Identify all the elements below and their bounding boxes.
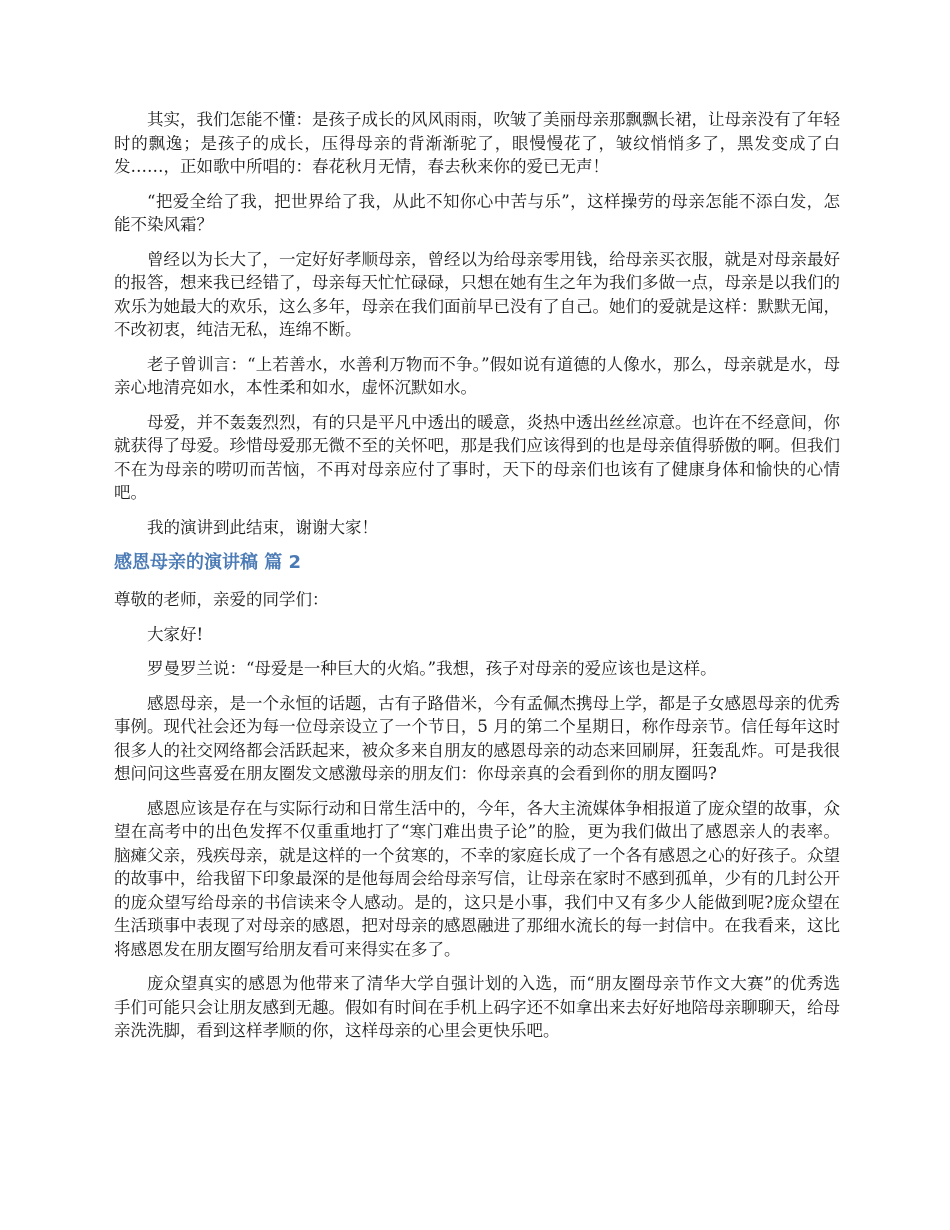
paragraph: 老子曾训言：“上若善水，水善利万物而不争。”假如说有道德的人像水，那么，母亲就是水，母亲心地清亮如水，本性柔和如水，虚怀沉默如水。 — [114, 354, 840, 397]
paragraph: 感恩母亲，是一个永恒的话题，古有子路借米，今有孟佩杰携母上学，都是子女感恩母亲的优秀事例。现代社会还为每一位母亲设立了一个节日，5 月的第二个星期日，称作母亲节。信任每年这时很多人的社交网络都会活跃起来，被众多来自朋友的感恩母亲的动态来回刷屏，狂轰乱炸。可是我很想问问这些喜爱在朋友圈发文感激母亲的朋友们：你母亲真的会看到你的朋友圈吗? — [114, 693, 840, 783]
document-body — [114, 108, 840, 1054]
closing-paragraph: 我的演讲到此结束，谢谢大家！ — [147, 517, 378, 537]
paragraph: 罗曼罗兰说：“母爱是一种巨大的火焰。”我想，孩子对母亲的爱应该也是这样。 — [147, 659, 717, 678]
salutation: 尊敬的老师，亲爱的同学们： — [114, 590, 329, 609]
greeting-paragraph: 大家好! — [147, 624, 204, 644]
paragraph: 母爱，并不轰轰烈烈，有的只是平凡中透出的暖意，炎热中透出丝丝凉意。也许在不经意间，你就获得了母爱。珍惜母爱那无微不至的关怀吧，那是我们应该得到的也是母亲值得骄傲的啊。但我们不在为母亲的唠叨而苦恼，不再对母亲应付了事时，天下的母亲们也该有了健康身体和愉快的心情吧。 — [114, 412, 840, 502]
paragraph: 庞众望真实的感恩为他带来了清华大学自强计划的入选，而“朋友圈母亲节作文大赛”的优秀选手们可能只会让朋友感到无趣。假如有时间在手机上码字还不如拿出来去好好地陪母亲聊聊天，给母亲洗洗脚，看到这样孝顺的你，这样母亲的心里会更快乐吧。 — [114, 974, 840, 1040]
paragraph: 其实，我们怎能不懂：是孩子成长的风风雨雨，吹皱了美丽母亲那飘飘长裙，让母亲没有了年轻时的飘逸；是孩子的成长，压得母亲的背渐渐驼了，眼慢慢花了，皱纹悄悄多了，黑发变成了白发……，正如歌中所唱的：春花秋月无情，春去秋来你的爱已无声！ — [114, 110, 840, 176]
paragraph: “把爱全给了我，把世界给了我，从此不知你心中苦与乐”，这样操劳的母亲怎能不添白发，怎能不染风霜？ — [114, 191, 840, 234]
paragraph: 感恩应该是存在与实际行动和日常生活中的，今年，各大主流媒体争相报道了庞众望的故事，众望在高考中的出色发挥不仅重重地打了“寒门难出贵子论”的脸，更为我们做出了感恩亲人的表率。脑瘫父亲，残疾母亲，就是这样的一个贫寒的，不幸的家庭长成了一个各有感恩之心的好孩子。众望的故事中，给我留下印象最深的是他每周会给母亲写信，让母亲在家时不感到孤单，少有的几封公开的庞众望写给母亲的书信读来令人感动。是的，这只是小事，我们中又有多少人能做到呢?庞众望在生活琐事中表现了对母亲的感恩，把对母亲的感恩融进了那细水流长的每一封信中。在我看来，这比将感恩发在朋友圈写给朋友看可来得实在多了。 — [114, 798, 840, 959]
paragraph: 曾经以为长大了，一定好好孝顺母亲，曾经以为给母亲零用钱，给母亲买衣服，就是对母亲最好的报答，想来我已经错了，母亲每天忙忙碌碌，只想在她有生之年为我们多做一点，母亲是以我们的欢乐为她最大的欢乐，这么多年，母亲在我们面前早已没有了自己。她们的爱就是这样：默默无闻，不改初衷，纯洁无私，连绵不断。 — [114, 249, 840, 339]
section-heading: 感恩母亲的演讲稿 篇 2 — [114, 552, 302, 573]
